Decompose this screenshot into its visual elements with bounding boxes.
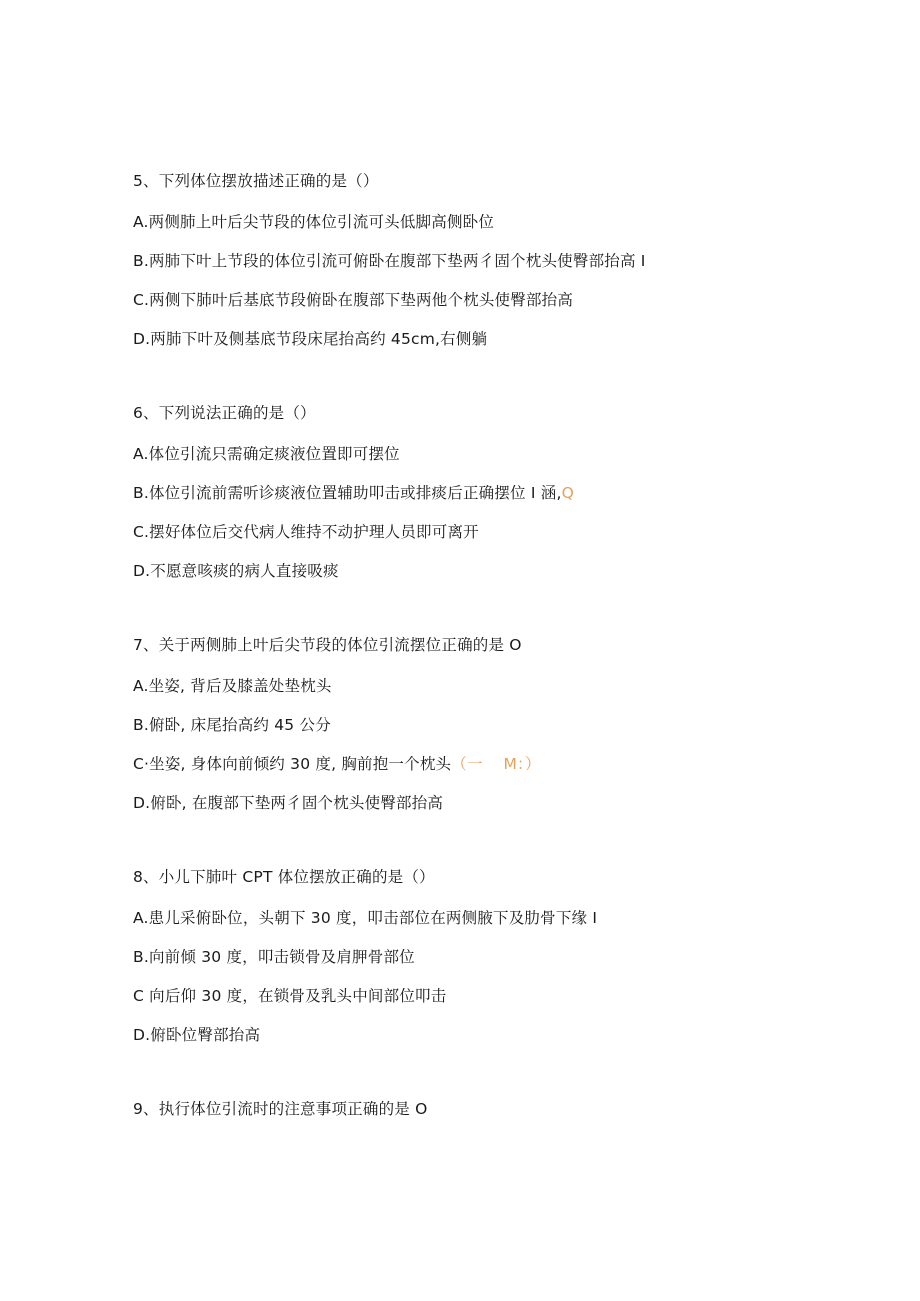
question-6-option-a: A.体位引流只需确定痰液位置即可摆位 [133, 445, 400, 463]
question-7-option-c-row [133, 754, 541, 774]
question-7-option-d: D.俯卧, 在腹部下垫两彳固个枕头使臀部抬高 [133, 794, 444, 812]
question-5-option-b: B.两肺下叶上节段的体位引流可俯卧在腹部下垫两彳固个枕头使臀部抬高 I [133, 252, 646, 270]
question-5-option-a: A.两侧肺上叶后尖节段的体位引流可头低脚高侧卧位 [133, 213, 495, 231]
question-5-option-d: D.两肺下叶及侧基底节段床尾抬高约 45cm,右侧躺 [133, 330, 488, 348]
question-7-option-a: A.坐姿, 背后及膝盖处垫枕头 [133, 677, 332, 695]
question-7-option-c-mark: （一 M：） [451, 755, 541, 773]
question-8-option-c: C 向后仰 30 度，在锁骨及乳头中间部位叩击 [133, 987, 447, 1005]
question-6-option-b: B.体位引流前需听诊痰液位置辅助叩击或排痰后正确摆位 I 涵, [133, 484, 562, 502]
question-7-option-b: B.俯卧, 床尾抬高约 45 公分 [133, 716, 331, 734]
question-8-stem: 8、小儿下肺叶 CPT 体位摆放正确的是（） [133, 868, 435, 886]
question-5-stem: 5、下列体位摆放描述正确的是（） [133, 172, 379, 190]
question-6-option-d: D.不愿意咳痰的病人直接吸痰 [133, 562, 339, 580]
question-9-stem: 9、执行体位引流时的注意事项正确的是 O [133, 1100, 428, 1118]
question-8-option-d: D.俯卧位臀部抬高 [133, 1026, 261, 1044]
question-8-option-a: A.患儿采俯卧位，头朝下 30 度，叩击部位在两侧腋下及肋骨下缘 I [133, 909, 598, 927]
question-7-stem: 7、关于两侧肺上叶后尖节段的体位引流摆位正确的是 O [133, 636, 522, 654]
question-6-option-c: C.摆好体位后交代病人维持不动护理人员即可离开 [133, 523, 479, 541]
question-6-stem: 6、下列说法正确的是（） [133, 404, 316, 422]
question-6-option-b-mark: Q [561, 484, 575, 502]
question-6-option-b-row [133, 483, 574, 503]
question-7-option-c: C·坐姿, 身体向前倾约 30 度, 胸前抱一个枕头 [133, 755, 452, 773]
question-5-option-c: C.两侧下肺叶后基底节段俯卧在腹部下垫两他个枕头使臀部抬高 [133, 291, 574, 309]
question-8-option-b: B.向前倾 30 度，叩击锁骨及肩胛骨部位 [133, 948, 415, 966]
